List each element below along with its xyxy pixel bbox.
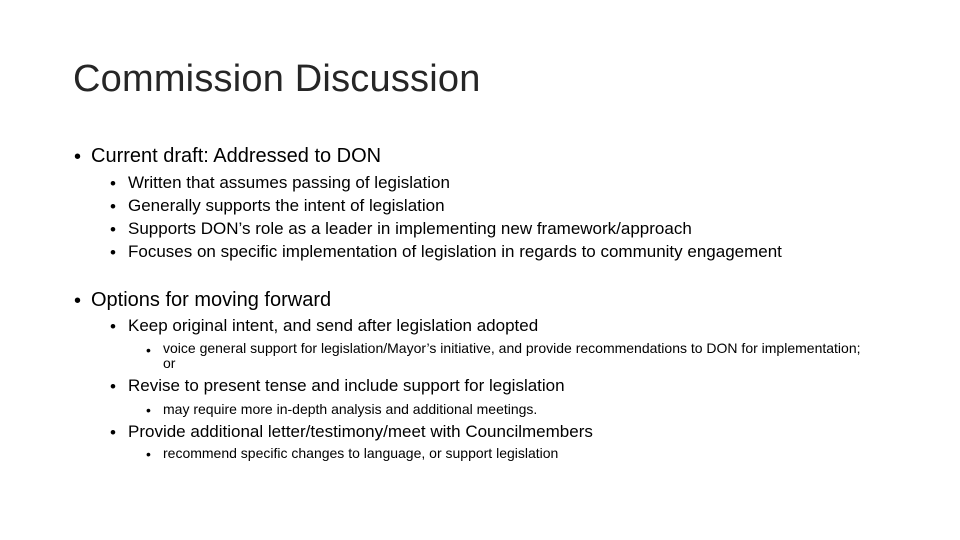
- bullet-icon: •: [110, 174, 116, 193]
- sub-sub-bullet-recommend: recommend specific changes to language, or support legislation: [163, 445, 559, 461]
- bullet-icon: •: [110, 243, 116, 262]
- bullet-icon: •: [110, 220, 116, 239]
- bullet-icon: •: [110, 197, 116, 216]
- bullet-icon: •: [110, 377, 116, 396]
- bullet-icon: •: [74, 146, 82, 168]
- bullet-icon: •: [146, 342, 151, 358]
- bullet-icon: •: [146, 446, 151, 462]
- bullet-icon: •: [110, 423, 116, 442]
- bullet-current-draft: Current draft: Addressed to DON: [91, 145, 382, 167]
- bullet-options: Options for moving forward: [91, 289, 332, 311]
- sub-bullet-supports: Supports DON’s role as a leader in implementing new framework/approach: [128, 219, 692, 238]
- sub-bullet-provide-letter: Provide additional letter/testimony/meet with Councilmembers: [128, 422, 593, 441]
- sub-bullet-revise: Revise to present tense and include support for legislation: [128, 376, 565, 395]
- sub-bullet-generally: Generally supports the intent of legislation: [128, 196, 445, 215]
- slide-title: Commission Discussion: [73, 58, 481, 100]
- sub-sub-bullet-may-require: may require more in-depth analysis and additional meetings.: [163, 401, 538, 417]
- bullet-icon: •: [146, 402, 151, 418]
- sub-bullet-keep-intent: Keep original intent, and send after legislation adopted: [128, 316, 539, 335]
- bullet-icon: •: [110, 317, 116, 336]
- sub-bullet-focuses: Focuses on specific implementation of legislation in regards to community engagement: [128, 242, 782, 261]
- sub-sub-bullet-voice-support: voice general support for legislation/Mayor’s initiative, and provide recommendations to DON for implementation; or: [163, 340, 861, 371]
- bullet-icon: •: [74, 290, 82, 312]
- sub-bullet-written: Written that assumes passing of legislation: [128, 173, 450, 192]
